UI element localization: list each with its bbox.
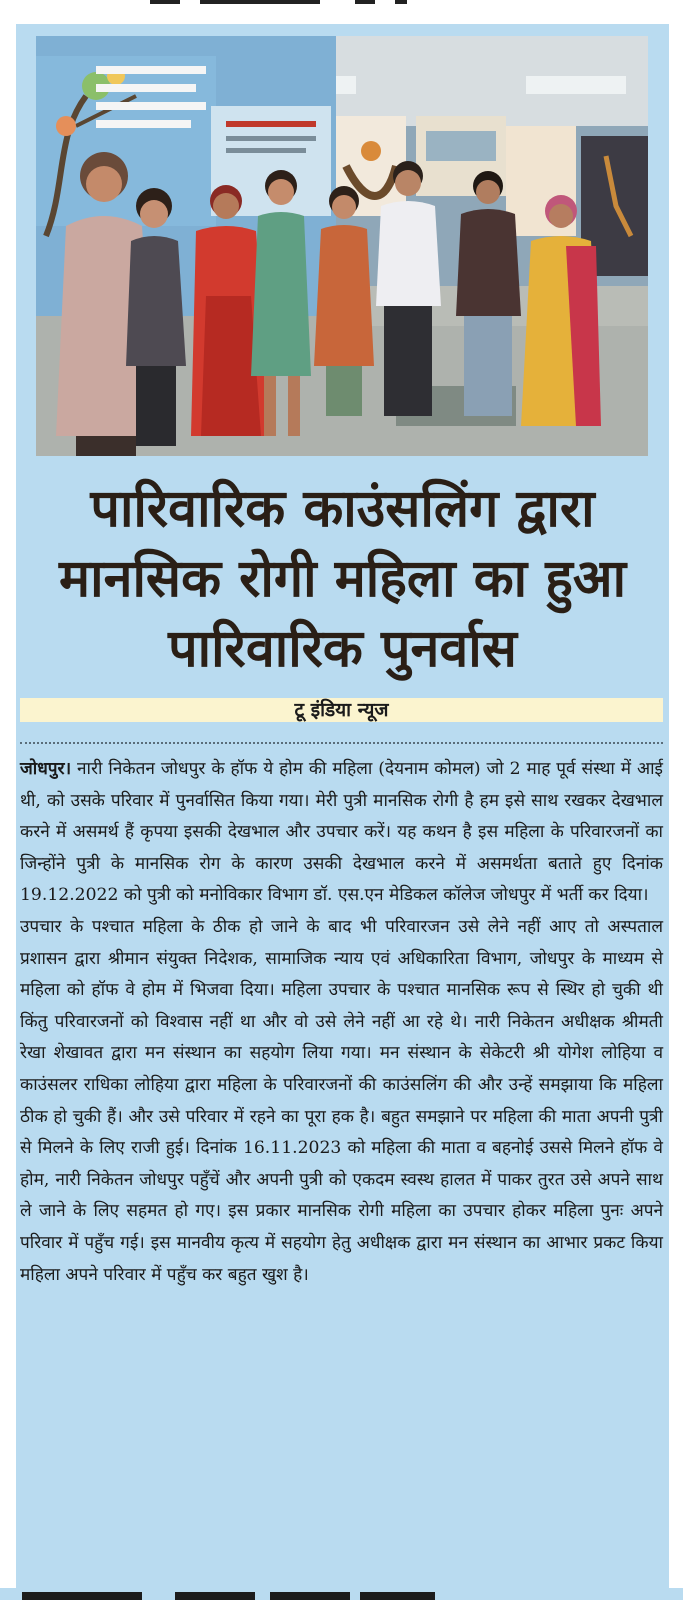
news-clipping xyxy=(16,24,669,1600)
headline-line: पारिवारिक पुनर्वास xyxy=(168,619,517,679)
paragraph xyxy=(20,912,663,1291)
divider xyxy=(20,742,663,744)
paragraph xyxy=(20,754,663,912)
next-article-clipped-edge xyxy=(0,1588,683,1600)
byline: टू इंडिया न्यूज xyxy=(294,699,389,721)
dateline: जोधपुर। xyxy=(20,759,72,779)
paragraph-text: उपचार के पश्चात महिला के ठीक हो जाने के बाद भी परिवारजन उसे लेने नहीं आए तो अस्पताल प्रशासन द्वारा श्रीमान संयुक्त निदेशक, सामाजिक न्याय एवं अधिकारिता विभाग, जोधपुर के माध्यम से महिला को हॉफ वे होम में भिजवा दिया। महिला उपचार के पश्चात मानसिक रूप से स्थिर हो चुकी थी किंतु परिवारजनों को विश्वास नहीं था और वो उसे लेने नहीं आ रहे थे। नारी निकेतन अधीक्षक श्रीमती रेखा शेखावत द्वारा मन संस्थान का सहयोग लिया गया। मन संस्थान के सेकेटरी श्री योगेश लोहिया व काउंसलर राधिका लोहिया द्वारा महिला के परिवारजनों की काउंसलिंग की और उन्हें समझाया कि महिला ठीक हो चुकी हैं। और उसे परिवार में रहने का पूरा हक है। बहुत समझाने पर महिला की माता अपनी पुत्री से मिलने के लिए राजी हुई। दिनांक 16.11.2023 को महिला की माता व बहनोई उससे मिलने हॉफ वे होम, नारी निकेतन जोधपुर पहुँचें और अपनी पुत्री को एकदम स्वस्थ हालत में पाकर तुरत उसे अपने साथ ले जाने के लिए सहमत हो गए। इस प्रकार मानसिक रोगी महिला का उपचार होकर महिला पुनः अपने परिवार में पहुँच गई। इस मानवीय कृत्य में सहयोग हेतु अधीक्षक द्वारा मन संस्थान का आभार प्रकट किया महिला अपने परिवार में पहुँच कर बहुत खुश है। xyxy=(20,916,663,1285)
paragraph-text: नारी निकेतन जोधपुर के हॉफ ये होम की महिला (देयनाम कोमल) जो 2 माह पूर्व संस्था में आई थी, को उसके परिवार में पुनर्वासित किया गया। मेरी पुत्री मानसिक रोगी है हम इसे साथ रखकर देखभाल करने में असमर्थ हैं कृपया इसकी देखभाल और उपचार करें। यह कथन है इस महिला के परिवारजनों का जिन्होंने पुत्री के मानसिक रोग के कारण उसकी देखभाल करने में असमर्थता बताते हुए दिनांक 19.12.2022 को पुत्री को मनोविकार विभाग डॉ. एस.एन मेडिकल कॉलेज जोधपुर में भर्ती कर दिया। xyxy=(20,759,663,906)
group-photo xyxy=(36,36,648,456)
article-body xyxy=(20,754,663,1291)
byline-bar xyxy=(20,698,663,722)
previous-article-clipped-edge xyxy=(0,0,683,22)
headline-line: मानसिक रोगी महिला का हुआ xyxy=(59,549,626,609)
headline xyxy=(16,474,669,684)
headline-line: पारिवारिक काउंसलिंग द्वारा xyxy=(90,479,595,539)
group-photo-illustration xyxy=(36,36,648,456)
